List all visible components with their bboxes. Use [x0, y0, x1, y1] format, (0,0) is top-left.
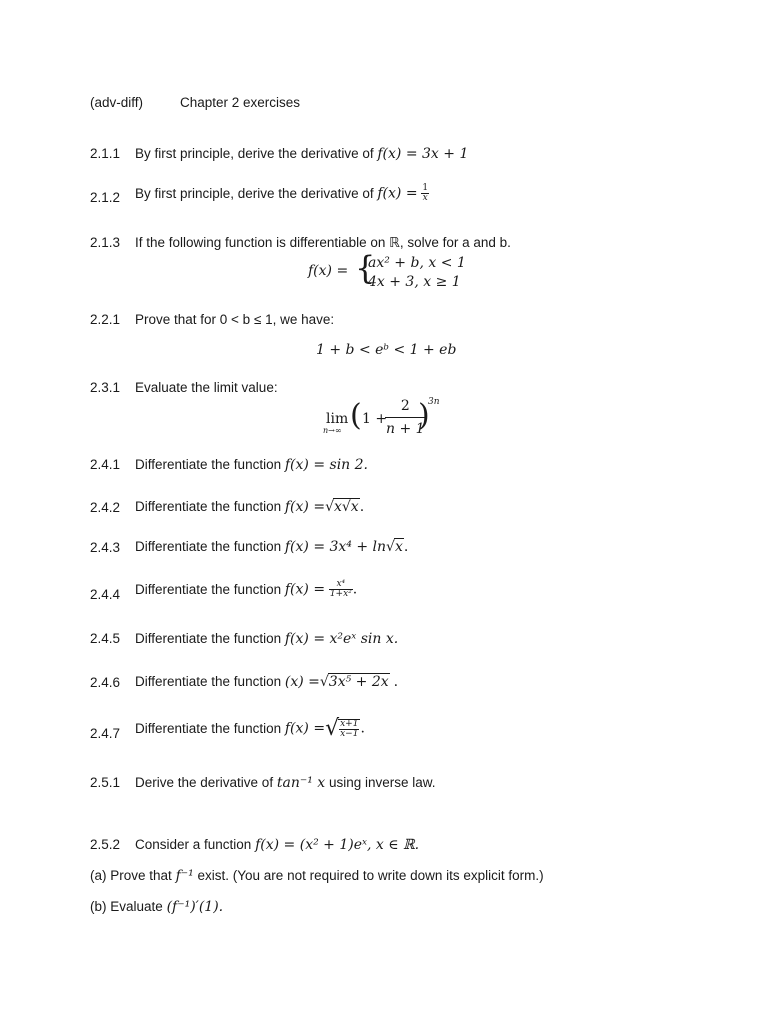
exercise-number: 2.1.2	[90, 190, 121, 205]
page-title: Chapter 2 exercises	[180, 95, 301, 110]
exercise-text: Consider a function	[135, 837, 252, 852]
limit-exponent: 3n	[428, 397, 440, 407]
part-math: (f⁻¹)′(1).	[166, 899, 224, 915]
exercise-number: 2.2.1	[90, 312, 121, 327]
limit-inner: 1 +	[362, 411, 388, 427]
part-label: (b) Evaluate	[90, 899, 163, 914]
exercise-text: Differentiate the function	[135, 457, 282, 472]
exercise-text: By first principle, derive the derivative of	[135, 146, 374, 161]
exercise-number: 2.4.4	[90, 587, 121, 602]
course-code: (adv-diff)	[90, 95, 144, 110]
exercise-math: f(x) = sin 2.	[284, 457, 368, 473]
exercise-number: 2.5.2	[90, 837, 121, 852]
exercise-text-post: using inverse law.	[328, 775, 436, 790]
exercise-text: Differentiate the function	[135, 674, 282, 689]
display-inequality: 1 + b < eᵇ < 1 + eb	[316, 342, 457, 358]
exercise-text: Differentiate the function	[135, 582, 282, 597]
exercise-math: f(x) = 3x + 1	[377, 146, 469, 162]
radical: x√x	[333, 499, 359, 515]
exercise-text: Differentiate the function	[135, 721, 282, 736]
exercise-math: f(x) = (x² + 1)eˣ, x ∈ ℝ.	[255, 837, 420, 853]
exercise-number: 2.4.2	[90, 500, 121, 515]
piecewise-case-1: ax² + b, x < 1	[368, 255, 466, 271]
exercise-text: Differentiate the function	[135, 539, 282, 554]
part-text: exist. (You are not required to write down its explicit form.)	[197, 868, 544, 883]
exercise-text: Prove that for 0 < b ≤ 1, we have:	[135, 312, 335, 327]
radical: $\frac{x+1}{x-1}$	[340, 718, 359, 739]
exercise-number: 2.4.3	[90, 540, 121, 555]
limit-fraction: $\frac{2}{n + 1}$	[386, 398, 425, 437]
part-math: f⁻¹	[175, 868, 194, 884]
limit-operator: lim	[326, 411, 349, 427]
exercise-number: 2.4.1	[90, 457, 121, 472]
exercise-text: If the following function is differentiable on ℝ, solve for a and b.	[135, 235, 511, 250]
exercise-number: 2.1.3	[90, 235, 121, 250]
exercise-number: 2.1.1	[90, 146, 121, 161]
exercise-math: tan⁻¹ x	[276, 775, 326, 791]
exercise-number: 2.3.1	[90, 380, 121, 395]
radical: x	[394, 539, 403, 555]
exercise-number: 2.4.6	[90, 675, 121, 690]
exercise-text: Differentiate the function	[135, 631, 282, 646]
part-b	[90, 899, 223, 915]
exercise-math: f(x) =	[377, 185, 418, 202]
part-a	[90, 868, 544, 884]
fraction: $\frac{\text{x⁴}}{\text{1+x²}}$	[329, 579, 352, 599]
exercise-number: 2.4.7	[90, 726, 121, 741]
exercise-math: f(x) = x²eˣ sin x.	[284, 631, 399, 647]
exercise-text: Differentiate the function	[135, 499, 282, 514]
right-paren: )	[418, 398, 430, 433]
exercise-text: Evaluate the limit value:	[135, 380, 278, 395]
radical: 3x⁵ + 2x	[328, 674, 389, 690]
exercise-text: By first principle, derive the derivative of	[135, 186, 374, 201]
left-paren: (	[350, 398, 362, 433]
worksheet-page: (adv-diff) Chapter 2 exercises 2.1.1 By first principle, derive the derivative of f(x) = 3x + 1 2.1.2 By first principle, derive the derivative of f(x) = $\frac{1}{x}$ 2.1.3 If the following function is differentiable on ℝ, solve for a and b. f(x) = { ax² + b, x < 1 4x + 3, x ≥ 1 2.2.1 Prove that for 0 < b ≤ 1, we have: 1 + b < eᵇ < 1 + eb 2.3.1 Evaluate the limit value: lim n→∞ ( 1 + $\frac{2}{n + 1}$ ) 3n 2.4.1 Differentiate the function f(x) = sin 2. 2.4.2 Differentiate the function f(x) =√x√x. 2.4.3 Differentiate the function f(x) = 3x⁴ + ln√x. 2.4.4 Differentiate the function f(x) = $\frac{\text{x⁴}}{\text{1+x²}}$ . 2.4.5 Differentiate the function f(x) = x²eˣ sin x. 2.4.6 Differentiate the function (x) =√3x⁵ + 2x . 2.4.7 Differentiate the function f(x) =√ $\frac{x+1}{x-1}$ . 2.5.1 Derive the derivative of tan⁻¹ x using inverse law. 2.5.2 Consider a function f(x) = (x² + 1)eˣ, x ∈ ℝ. (a) Prove that f⁻¹ exist. (You are not required to write down its explicit form.) (b) Evaluate (f⁻¹)′(1).	[90, 95, 544, 915]
limit-subscript: n→∞	[323, 426, 342, 435]
fraction: $\frac{1}{x}$	[422, 183, 429, 203]
piecewise-case-2: 4x + 3, x ≥ 1	[368, 274, 461, 290]
part-label: (a) Prove that	[90, 868, 172, 883]
exercise-number: 2.4.5	[90, 631, 121, 646]
exercise-text: Derive the derivative of	[135, 775, 274, 790]
piecewise-brace: {	[355, 249, 376, 287]
piecewise-lhs: f(x) =	[308, 263, 349, 279]
exercise-number: 2.5.1	[90, 775, 121, 790]
